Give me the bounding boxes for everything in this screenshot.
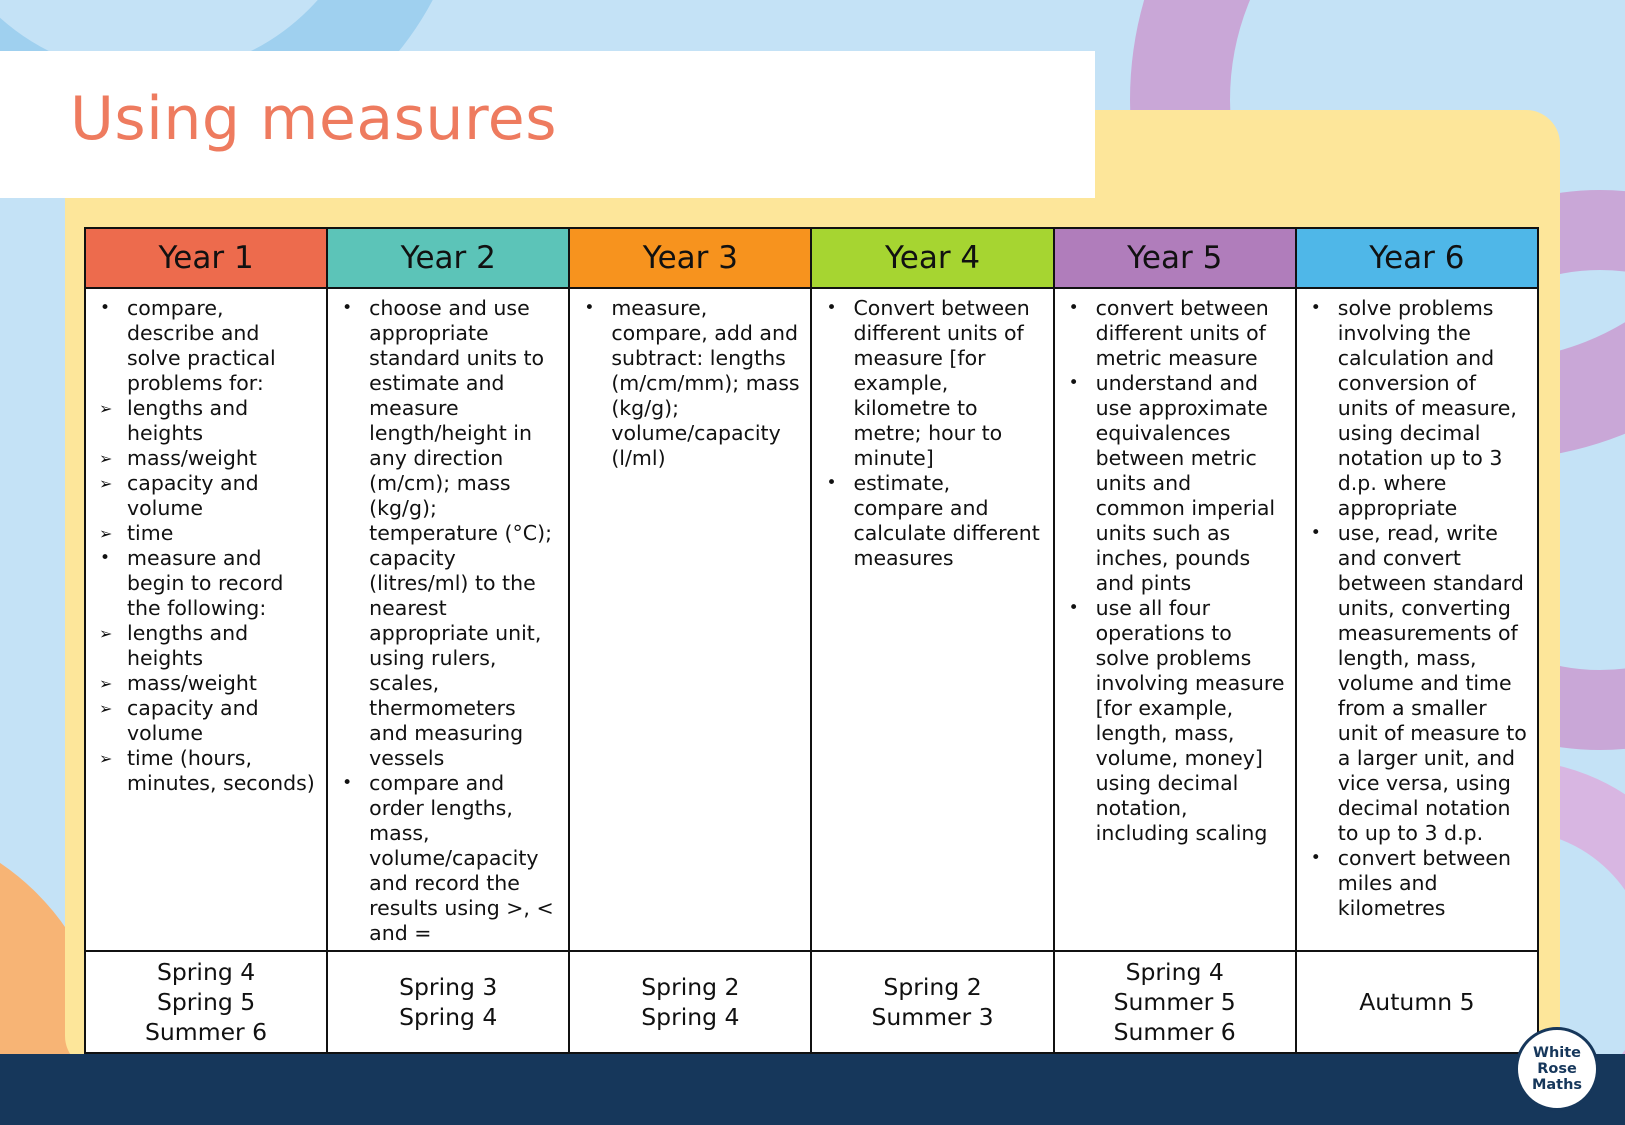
footer-bar xyxy=(0,1054,1625,1125)
objective-text: time (hours, minutes, seconds) xyxy=(127,746,315,795)
bullet-icon: • xyxy=(342,298,353,318)
bullet-icon: • xyxy=(100,548,111,568)
term-label: Spring 4 xyxy=(1125,958,1224,986)
objective-item xyxy=(580,296,800,471)
objective-item xyxy=(822,471,1042,571)
objective-text: convert between miles and kilometres xyxy=(1337,846,1511,920)
arrow-bullet-icon: ➢ xyxy=(99,624,113,643)
logo-text-line: White xyxy=(1532,1045,1582,1061)
bullet-icon: • xyxy=(1310,848,1321,868)
bullet-icon: • xyxy=(826,298,837,318)
term-label: Spring 4 xyxy=(399,1003,498,1031)
objective-item xyxy=(1307,296,1527,521)
objective-text: estimate, compare and calculate different measures xyxy=(853,471,1040,570)
bullet-icon: • xyxy=(1068,298,1079,318)
objective-text: lengths and heights xyxy=(127,621,249,670)
objective-text: Convert between different units of measure [for example, kilometre to metre; hour to minute] xyxy=(853,296,1030,470)
arrow-bullet-icon: ➢ xyxy=(99,474,113,493)
terms-cell xyxy=(811,951,1053,1053)
arrow-bullet-icon: ➢ xyxy=(99,524,113,543)
term-label: Summer 6 xyxy=(145,1018,268,1046)
objective-item xyxy=(96,671,316,696)
terms-row xyxy=(85,951,1538,1053)
objectives-list xyxy=(1065,296,1285,846)
term-label: Spring 5 xyxy=(156,988,256,1016)
terms-cell xyxy=(1296,951,1538,1053)
objective-text: measure and begin to record the following: xyxy=(127,546,284,620)
column-header: Year 5 xyxy=(1054,228,1296,288)
objectives-cell xyxy=(1296,288,1538,951)
bullet-icon: • xyxy=(1068,373,1079,393)
objective-text: time xyxy=(127,521,174,545)
term-label: Spring 2 xyxy=(883,973,982,1001)
objectives-list xyxy=(822,296,1042,571)
objective-text: capacity and volume xyxy=(127,696,259,745)
objective-text: mass/weight xyxy=(127,446,257,470)
logo-text-line: Maths xyxy=(1531,1077,1583,1093)
column-header: Year 2 xyxy=(327,228,569,288)
terms-cell xyxy=(569,951,811,1053)
bullet-icon: • xyxy=(584,298,595,318)
objective-item xyxy=(96,621,316,671)
bullet-icon: • xyxy=(1310,298,1321,318)
term-label: Autumn 5 xyxy=(1359,988,1475,1016)
arrow-bullet-icon: ➢ xyxy=(99,674,113,693)
term-label: Spring 4 xyxy=(156,958,256,986)
objective-item xyxy=(338,296,558,771)
objective-item xyxy=(96,396,316,446)
bullet-icon: • xyxy=(1310,523,1321,543)
objective-item xyxy=(1065,296,1285,371)
objective-item xyxy=(1065,371,1285,596)
bullet-icon: • xyxy=(100,298,111,318)
objective-item xyxy=(96,546,316,621)
objective-item xyxy=(338,771,558,946)
objective-text: compare and order lengths, mass, volume/capacity and record the results using >, < and = xyxy=(369,771,554,945)
objective-item xyxy=(1065,596,1285,846)
page-title: Using measures xyxy=(70,84,557,154)
term-label: Summer 5 xyxy=(1113,988,1236,1016)
objective-text: understand and use approximate equivalences between metric units and common imperial units such as inches, pounds and pints xyxy=(1095,371,1276,595)
objectives-list xyxy=(1307,296,1527,921)
objective-item xyxy=(1307,521,1527,846)
objective-text: measure, compare, add and subtract: lengths (m/cm/mm); mass (kg/g); volume/capacity (l/ml) xyxy=(611,296,800,470)
column-header: Year 6 xyxy=(1296,228,1538,288)
objective-item xyxy=(96,446,316,471)
column-header: Year 1 xyxy=(85,228,327,288)
objective-item xyxy=(1307,846,1527,921)
terms-cell xyxy=(1054,951,1296,1053)
objectives-list xyxy=(338,296,558,946)
objective-text: choose and use appropriate standard units to estimate and measure length/height in any direction (m/cm); mass (kg/g); temperature (°C); capacity (litres/ml) to the nearest appropriate unit, using rulers, scales, thermometers and measuring vessels xyxy=(369,296,552,770)
objective-text: use all four operations to solve problems involving measure [for example, length, mass, volume, money] using decimal notation, including scaling xyxy=(1095,596,1285,845)
arrow-bullet-icon: ➢ xyxy=(99,749,113,768)
header-row xyxy=(85,228,1538,288)
objectives-cell xyxy=(1054,288,1296,951)
objective-text: use, read, write and convert between standard units, converting measurements of length, mass, volume and time from a smaller unit of measure to a larger unit, and vice versa, using decimal notation to up to 3 d.p. xyxy=(1337,521,1527,845)
objective-item xyxy=(96,746,316,796)
bullet-icon: • xyxy=(342,773,353,793)
arrow-bullet-icon: ➢ xyxy=(99,699,113,718)
white-rose-maths-logo xyxy=(1515,1027,1599,1111)
objectives-cell xyxy=(85,288,327,951)
objective-item xyxy=(96,471,316,521)
column-header: Year 3 xyxy=(569,228,811,288)
arrow-bullet-icon: ➢ xyxy=(99,399,113,418)
objective-text: capacity and volume xyxy=(127,471,259,520)
term-label: Summer 3 xyxy=(871,1003,994,1031)
objectives-cell xyxy=(569,288,811,951)
terms-cell xyxy=(327,951,569,1053)
objective-text: mass/weight xyxy=(127,671,257,695)
objective-text: compare, describe and solve practical problems for: xyxy=(127,296,276,395)
objective-text: lengths and heights xyxy=(127,396,249,445)
objectives-list xyxy=(580,296,800,471)
bullet-icon: • xyxy=(1068,598,1079,618)
objective-item xyxy=(96,521,316,546)
terms-cell xyxy=(85,951,327,1053)
objective-item xyxy=(822,296,1042,471)
objective-item xyxy=(96,296,316,396)
term-label: Summer 6 xyxy=(1113,1018,1236,1046)
objectives-cell xyxy=(811,288,1053,951)
bullet-icon: • xyxy=(826,473,837,493)
column-header: Year 4 xyxy=(811,228,1053,288)
term-label: Spring 3 xyxy=(399,973,498,1001)
logo-text-line: Rose xyxy=(1537,1061,1577,1077)
objective-text: convert between different units of metric measure xyxy=(1095,296,1269,370)
content-row xyxy=(85,288,1538,951)
objectives-list xyxy=(96,296,316,796)
objective-text: solve problems involving the calculation and conversion of units of measure, using decimal notation up to 3 d.p. where appropriate xyxy=(1337,296,1517,520)
objective-item xyxy=(96,696,316,746)
term-label: Spring 2 xyxy=(641,973,740,1001)
objectives-cell xyxy=(327,288,569,951)
term-label: Spring 4 xyxy=(641,1003,740,1031)
curriculum-table xyxy=(84,227,1539,1054)
arrow-bullet-icon: ➢ xyxy=(99,449,113,468)
